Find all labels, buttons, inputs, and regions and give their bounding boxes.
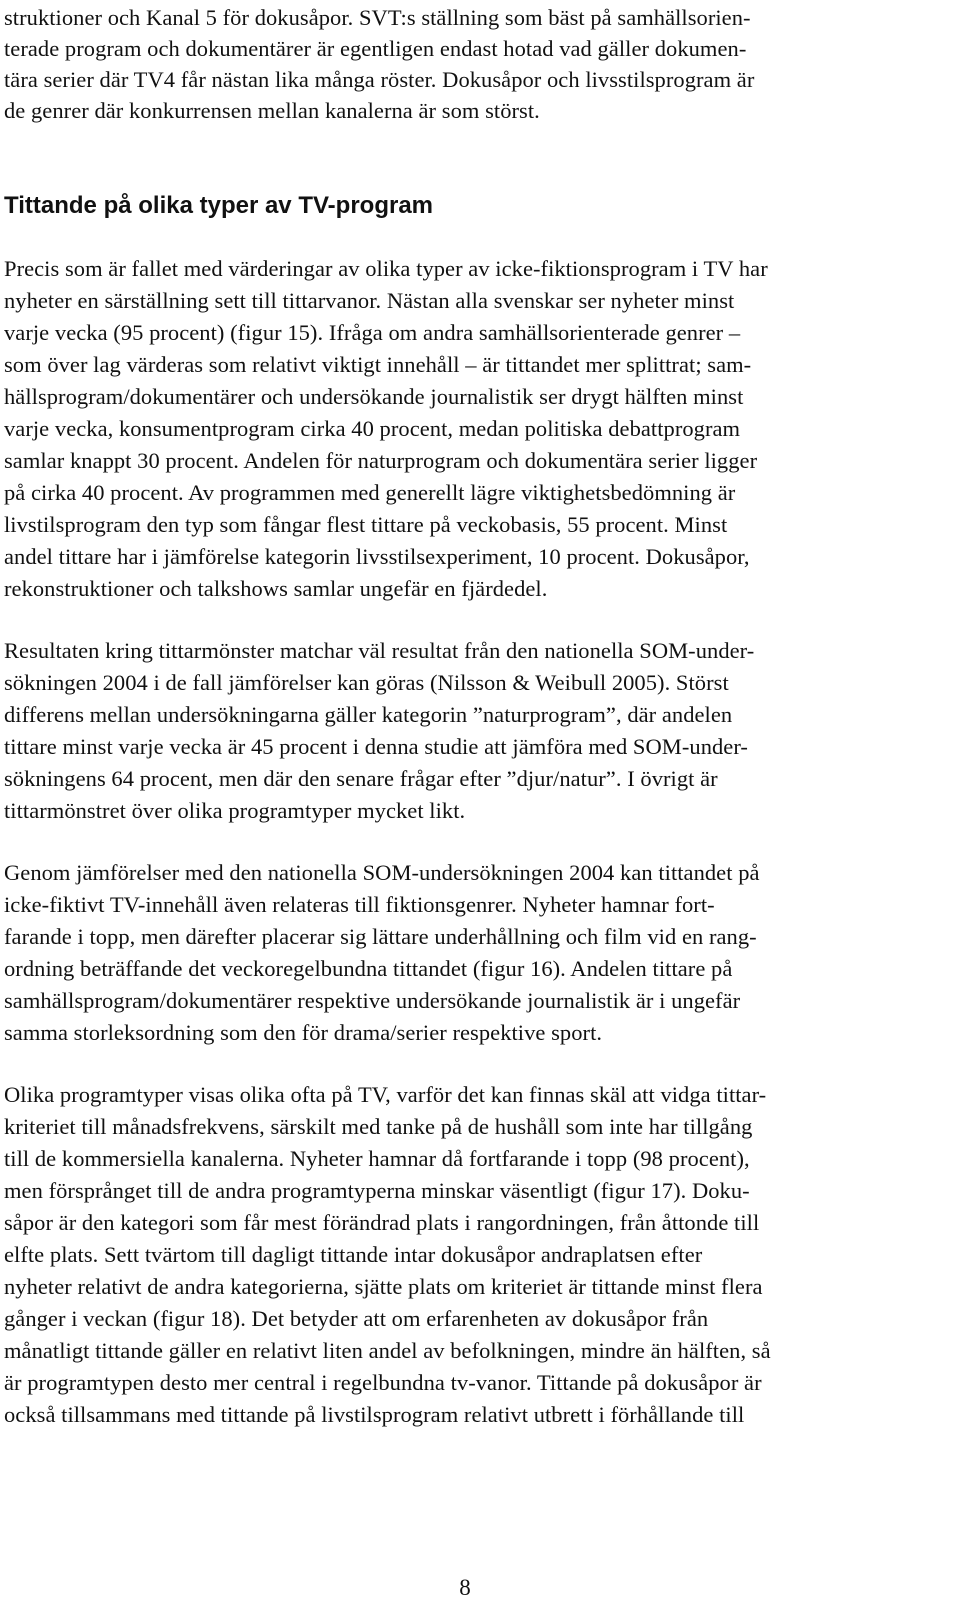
text-line: nyheter en särställning sett till tittarvanor. Nästan alla svenskar ser nyheter minst <box>4 288 735 313</box>
text-line: Precis som är fallet med värderingar av olika typer av icke-fiktionsprogram i TV har <box>4 256 768 281</box>
text-line: samhällsprogram/dokumentärer respektive undersökande journalistik är i ungefär <box>4 988 741 1013</box>
text-line: andel tittare har i jämförelse kategorin livsstilsexperiment, 10 procent. Dokusåpor, <box>4 544 750 569</box>
text-line: farande i topp, men därefter placerar sig lättare underhållning och film vid en rang- <box>4 924 757 949</box>
text-line: icke-fiktivt TV-innehåll även relateras till fiktionsgenrer. Nyheter hamnar fort- <box>4 892 715 917</box>
text-line: som över lag värderas som relativt viktigt innehåll – är tittandet mer splittrat; sam- <box>4 352 752 377</box>
text-line: livstilsprogram den typ som fångar flest tittare på veckobasis, 55 procent. Minst <box>4 512 728 537</box>
text-line: ordning beträffande det veckoregelbundna tittandet (figur 16). Andelen tittare på <box>4 956 733 981</box>
text-line: rekonstruktioner och talkshows samlar ungefär en fjärdedel. <box>4 576 548 601</box>
text-line: nyheter relativt de andra kategorierna, sjätte plats om kriteriet är tittande minst flera <box>4 1274 763 1299</box>
text-line: varje vecka (95 procent) (figur 15). Ifråga om andra samhällsorienterade genrer – <box>4 320 741 345</box>
text-line: Resultaten kring tittarmönster matchar väl resultat från den nationella SOM-under- <box>4 638 755 663</box>
text-line: de genrer där konkurrensen mellan kanalerna är som störst. <box>4 98 540 123</box>
text-line: Olika programtyper visas olika ofta på TV, varför det kan finnas skäl att vidga tittar- <box>4 1082 767 1107</box>
text-line: på cirka 40 procent. Av programmen med generellt lägre viktighetsbedömning är <box>4 480 736 505</box>
text-line: elfte plats. Sett tvärtom till dagligt tittande intar dokusåpor andraplatsen efter <box>4 1242 703 1267</box>
text-line: differens mellan undersökningarna gäller kategorin ”naturprogram”, där andelen <box>4 702 733 727</box>
text-line: terade program och dokumentärer är egentligen endast hotad vad gäller dokumen- <box>4 36 747 61</box>
text-line: kriteriet till månadsfrekvens, särskilt med tanke på de hushåll som inte har tillgång <box>4 1114 753 1139</box>
section-heading: Tittande på olika typer av TV-program <box>4 192 433 219</box>
text-line: är programtypen desto mer central i regelbundna tv-vanor. Tittande på dokusåpor är <box>4 1370 762 1395</box>
text-line: gånger i veckan (figur 18). Det betyder att om erfarenheten av dokusåpor från <box>4 1306 709 1331</box>
text-line: månatligt tittande gäller en relativt liten andel av befolkningen, mindre än hälften, så <box>4 1338 771 1363</box>
text-line: sökningen 2004 i de fall jämförelser kan göras (Nilsson & Weibull 2005). Störst <box>4 670 729 695</box>
text-line: såpor är den kategori som får mest förändrad plats i rangordningen, från åttonde till <box>4 1210 760 1235</box>
text-line: Genom jämförelser med den nationella SOM-undersökningen 2004 kan tittandet på <box>4 860 760 885</box>
text-line: sökningens 64 procent, men där den senare frågar efter ”djur/natur”. I övrigt är <box>4 766 718 791</box>
text-line: varje vecka, konsumentprogram cirka 40 procent, medan politiska debattprogram <box>4 416 741 441</box>
page-number: 8 <box>459 1575 471 1600</box>
text-line: tittarmönstret över olika programtyper mycket likt. <box>4 798 466 823</box>
text-line: tittare minst varje vecka är 45 procent i denna studie att jämföra med SOM-under- <box>4 734 748 759</box>
text-line: struktioner och Kanal 5 för dokusåpor. SVT:s ställning som bäst på samhällsorien- <box>4 5 751 30</box>
text-line: tära serier där TV4 får nästan lika många röster. Dokusåpor och livsstilsprogram är <box>4 67 755 92</box>
text-line: samlar knappt 30 procent. Andelen för naturprogram och dokumentära serier ligger <box>4 448 758 473</box>
text-line: samma storleksordning som den för drama/serier respektive sport. <box>4 1020 603 1045</box>
text-line: till de kommersiella kanalerna. Nyheter hamnar då fortfarande i topp (98 procent), <box>4 1146 750 1171</box>
text-line: också tillsammans med tittande på livstilsprogram relativt utbrett i förhållande till <box>4 1402 745 1427</box>
text-line: men försprånget till de andra programtyperna minskar väsentligt (figur 17). Doku- <box>4 1178 750 1203</box>
text-line: hällsprogram/dokumentärer och undersökande journalistik ser drygt hälften minst <box>4 384 744 409</box>
